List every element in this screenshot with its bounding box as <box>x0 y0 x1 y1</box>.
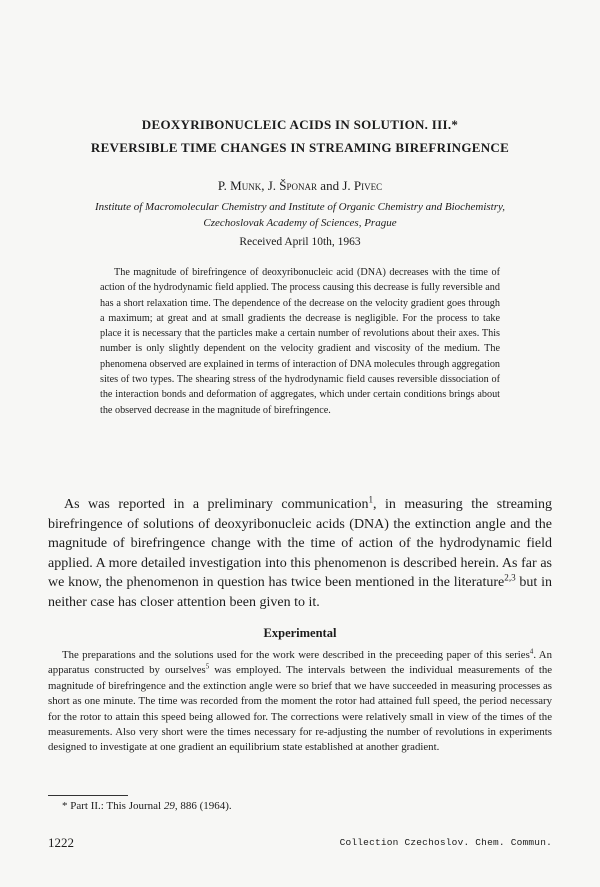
footnote-volume: 29 <box>163 800 175 812</box>
intro-ref-1: 1 <box>368 494 373 505</box>
abstract-text: The magnitude of birefringence of deoxyribonucleic acid (DNA) decreases with the time of action of the hydrodynamic field applied. The process causing this decrease is fully reversible and has a short relaxation time. The dependence of the decrease on the velocity gradient goes through a maximum; at great and at small gradients the decrease is negligible. For the process to take place it is necessary that the particles make a certain number of revolutions about their axes. This number is only slightly dependent on the velocity gradient and viscosity of the medium. The phenomena observed are explained in terms of interaction of DNA molecules through aggregation sites of two types. The shearing stress of the hydrodynamic field causes reversible dissociation of the interaction bonds and deformation of aggregates, which under certain conditions brings about the observed decrease in the magnitude of birefringence. <box>100 267 501 416</box>
institution-line-1: Institute of Macromolecular Chemistry and Institute of Organic Chemistry and Biochemistry, <box>94 201 506 213</box>
footnote-suffix: , 886 (1964). <box>174 800 232 812</box>
exp-text-3: was employed. The intervals between the individual measurements of the magnitude of birefringence and the extinction angle were so brief that we have succeeded in measuring processes as short as one minute. The time was recorded from the moment the rotor had attained full speed, the period necessary for the rotor to attain this speed being allowed for. The corrections were relatively small in view of the times of the measurements. Also very short were the times necessary for re-adjusting the number of revolutions in experiments designed to investigate at one gradient an equilibrium state established at another gradient. <box>48 664 553 754</box>
title-line-1: DEOXYRIBONUCLEIC ACIDS IN SOLUTION. III.* <box>141 117 459 132</box>
journal-name: Collection Czechoslov. Chem. Commun. <box>339 837 552 848</box>
title-line-2: REVERSIBLE TIME CHANGES IN STREAMING BIREFRINGENCE <box>90 140 510 155</box>
exp-ref-1: 4 <box>529 647 534 656</box>
institution <box>30 199 570 231</box>
intro-text-3: but in neither case has closer attention been given to it. <box>48 575 552 610</box>
footnote-prefix: * Part II.: This Journal <box>62 800 164 812</box>
experimental-paragraph <box>48 648 552 756</box>
received-date: Received April 10th, 1963 <box>239 236 361 248</box>
institution-line-2: Czechoslovak Academy of Sciences, Prague <box>203 217 397 229</box>
author-1-initial: P. <box>217 178 231 193</box>
exp-ref-2: 5 <box>205 662 210 671</box>
exp-text-1: The preparations and the solutions used for the work were described in the preceeding paper of this series <box>62 649 530 661</box>
page-number: 1222 <box>48 835 74 850</box>
footnote <box>62 800 232 812</box>
author-sep-1: , J. <box>261 178 280 193</box>
intro-text-2: , in measuring the streaming birefringence of solutions of deoxyribonucleic acids (DNA) the extinction angle and the magnitude of birefringence change with the time of action of the hydrodynamic field applied. A more detailed investigation into this phenomenon is described herein. As far as we know, the phenomenon in question has twice been mentioned in the literature <box>48 497 552 590</box>
intro-text-1: As was reported in a preliminary communication <box>64 497 369 512</box>
author-2-name: Šponar <box>279 178 318 193</box>
author-1-name: Munk <box>230 178 262 193</box>
footnote-rule <box>48 795 128 796</box>
exp-text-2: . An apparatus constructed by ourselves <box>48 649 553 677</box>
author-3-name: Pivec <box>353 178 383 193</box>
experimental-heading: Experimental <box>263 626 337 640</box>
intro-paragraph <box>48 495 552 612</box>
abstract <box>100 265 500 418</box>
authors <box>40 178 560 194</box>
intro-ref-2: 2,3 <box>504 572 516 583</box>
author-sep-2: and J. <box>317 178 354 193</box>
